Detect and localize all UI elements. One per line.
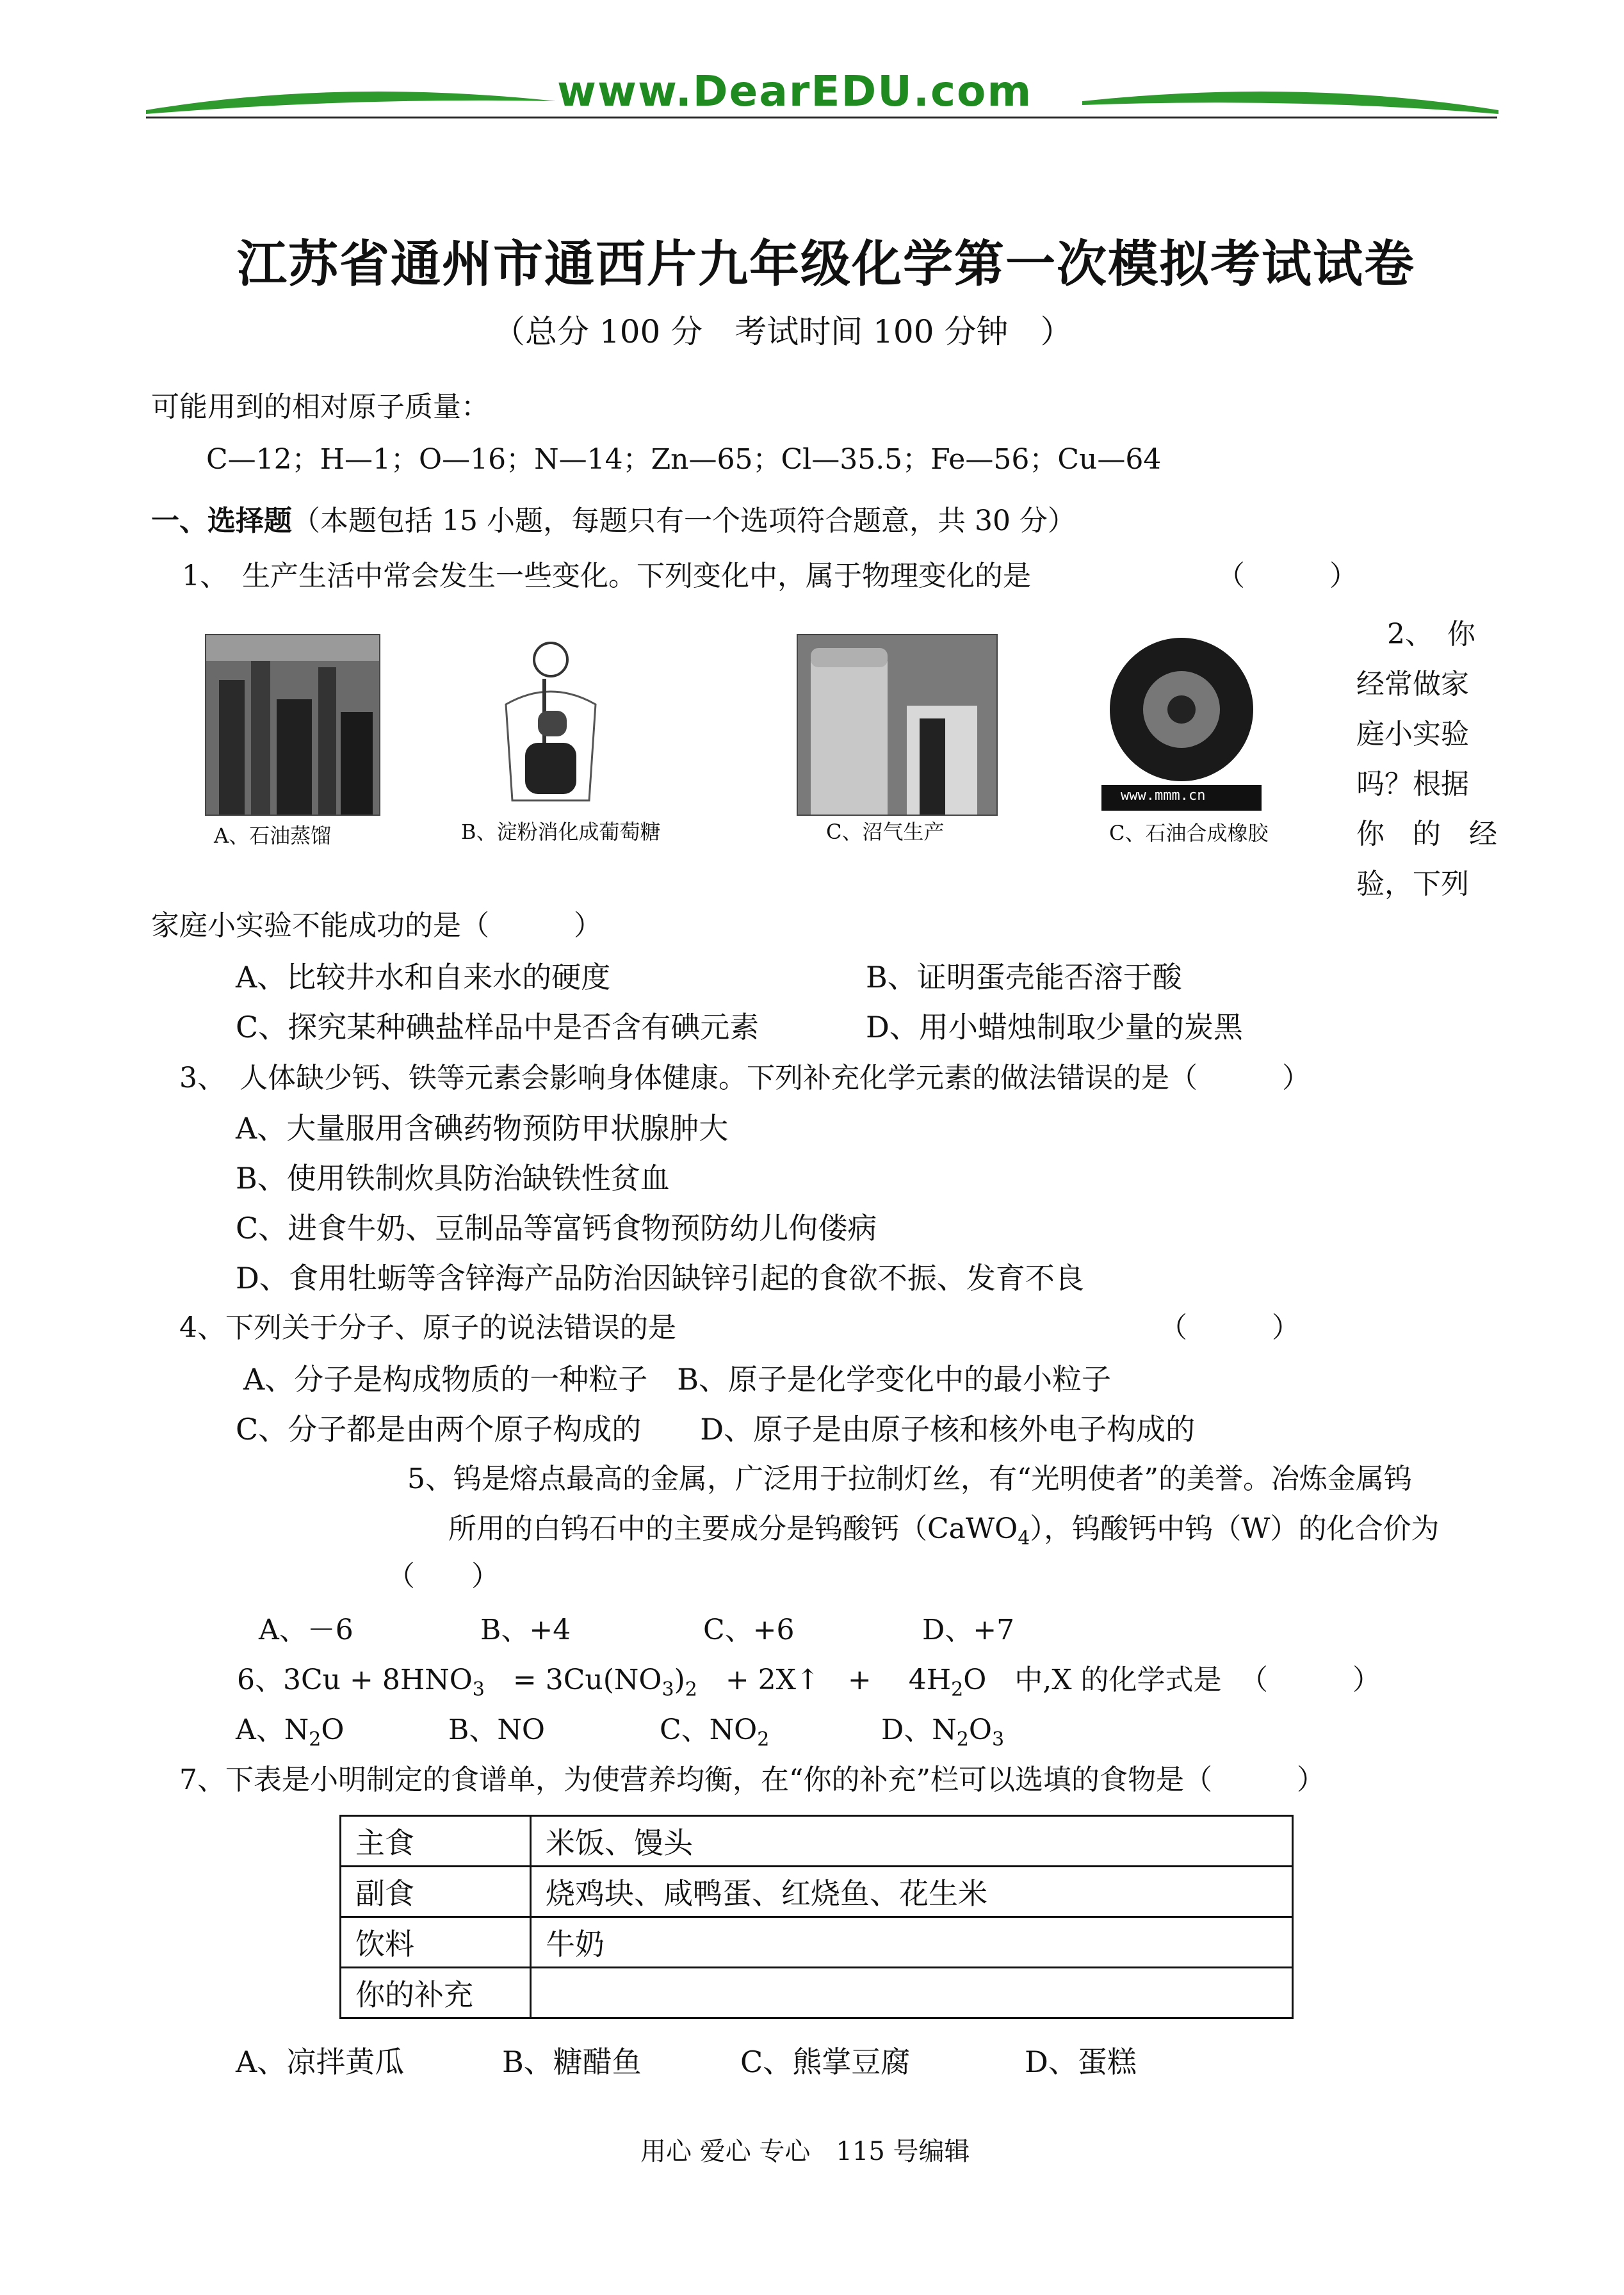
q2-option-d: D、用小蜡烛制取少量的炭黑: [866, 1010, 1243, 1044]
q1-caption-a: A、石油蒸馏: [214, 823, 332, 848]
q6-a-text: A、N: [236, 1714, 309, 1746]
q1-caption-c: C、沼气生产: [826, 820, 945, 844]
section-heading: [151, 503, 1076, 539]
header-rule: [146, 117, 1497, 118]
q6-stem-d: + 2X↑ + 4H: [697, 1664, 952, 1696]
q6-stem-e: O 中,X 的化学式是: [963, 1664, 1222, 1696]
table-cell: 主食: [341, 1816, 531, 1867]
q3-option-b: B、使用铁制炊具防治缺铁性贫血: [236, 1161, 670, 1196]
q2-side-text: [1356, 610, 1497, 909]
q4-options-cd: C、分子都是由两个原子构成的 D、原子是由原子核和核外电子构成的: [236, 1412, 1196, 1447]
section-note: （本题包括 15 小题，每题只有一个选项符合题意，共 30 分）: [292, 505, 1076, 537]
q6-stem-c: ): [674, 1664, 685, 1696]
table-row: [341, 1867, 1293, 1917]
q1-image-oil-distillation: [205, 634, 380, 816]
q3-option-d: D、食用牡蛎等含锌海产品防治因缺锌引起的食欲不振、发育不良: [236, 1261, 1084, 1295]
table-cell: 副食: [341, 1867, 531, 1917]
q6-c-text: C、NO: [660, 1714, 758, 1746]
atomic-mass-label: 可能用到的相对原子质量：: [151, 391, 489, 423]
header-swoosh-left: [146, 72, 556, 123]
q6-stem-c-sub: 2: [685, 1678, 697, 1701]
q2-side-line-6: 验，下列: [1356, 868, 1469, 900]
table-cell: 饮料: [341, 1917, 531, 1968]
q4-stem: 4、下列关于分子、原子的说法错误的是: [179, 1311, 676, 1344]
q2-option-a: A、比较井水和自来水的硬度: [236, 960, 611, 994]
q6-stem-b: = 3Cu(NO: [484, 1664, 662, 1696]
q6-d-text-mid: O: [968, 1714, 992, 1746]
q1-image-digestion: [461, 634, 640, 807]
q3-stem: 3、 人体缺少钙、铁等元素会影响身体健康。下列补充化学元素的做法错误的是（ ）: [179, 1062, 1310, 1094]
site-logo: www.DearEDU.com: [557, 67, 1033, 116]
q7-stem: 7、下表是小明制定的食谱单，为使营养均衡，在“你的补充”栏可以选填的食物是（ ）: [179, 1764, 1325, 1796]
q2-side-line-1: 2、 你: [1387, 618, 1475, 651]
q5-line-2-b: ），钨酸钙中钨（W）的化合价为: [1030, 1512, 1440, 1545]
q6-d-text: D、N: [881, 1714, 957, 1746]
q5-option-a: A、－6: [259, 1614, 353, 1646]
q5-line-2: [448, 1511, 1440, 1550]
q2-side-line-4: 吗？根据: [1356, 768, 1469, 800]
q2-side-line-2: 经常做家: [1356, 668, 1469, 701]
q5-option-c: C、+6: [703, 1614, 795, 1646]
q6-stem-d-sub: 2: [951, 1678, 964, 1701]
q6-stem: [237, 1662, 1222, 1701]
q6-a-text-end: O: [321, 1714, 345, 1746]
table-cell: [531, 1968, 1293, 2018]
q6-stem-b-sub: 3: [662, 1678, 674, 1701]
q2-side-line-3: 庭小实验: [1356, 718, 1469, 750]
table-row: [341, 1917, 1293, 1968]
q7-option-d: D、蛋糕: [1025, 2045, 1137, 2079]
q6-bracket: （ ）: [1240, 1664, 1381, 1696]
q7-option-b: B、糖醋鱼: [502, 2045, 642, 2079]
q3-option-c: C、进食牛奶、豆制品等富钙食物预防幼儿佝偻病: [236, 1211, 877, 1245]
page-subtitle: （总分 100 分 考试时间 100 分钟 ）: [493, 313, 1073, 350]
page-footer: 用心 爱心 专心 115 号编辑: [640, 2137, 970, 2166]
q6-c-sub: 2: [757, 1728, 770, 1751]
q2-stem: 家庭小实验不能成功的是（ ）: [151, 909, 602, 942]
q6-d-sub-2: 3: [991, 1728, 1005, 1751]
q1-bracket: （ ）: [1217, 560, 1358, 592]
q4-options-ab: A、分子是构成物质的一种粒子 B、原子是化学变化中的最小粒子: [243, 1362, 1112, 1397]
q6-d-sub-1: 2: [956, 1728, 969, 1751]
q7-menu-table: [339, 1815, 1294, 2019]
page-title: 江苏省通州市通西片九年级化学第一次模拟考试试卷: [237, 235, 1416, 293]
q2-option-b: B、证明蛋壳能否溶于酸: [866, 960, 1182, 994]
section-title: 一、选择题: [151, 505, 292, 537]
q4-bracket: （ ）: [1159, 1311, 1300, 1344]
q5-option-b: B、+4: [480, 1614, 571, 1646]
q6-option-d: [881, 1712, 1005, 1751]
q5-bracket: （ ）: [387, 1560, 499, 1593]
q6-stem-a-sub: 3: [472, 1678, 485, 1701]
q6-option-b: B、NO: [448, 1714, 545, 1746]
q1-stem: 1、 生产生活中常会发生一些变化。下列变化中，属于物理变化的是: [182, 560, 1031, 592]
q5-line-2-a: 所用的白钨石中的主要成分是钨酸钙（CaWO: [448, 1512, 1018, 1545]
header-swoosh-right: [1082, 72, 1498, 123]
q6-option-c: [660, 1712, 770, 1751]
q5-line-2-sub: 4: [1018, 1527, 1030, 1550]
q1-image-biogas: [797, 634, 998, 816]
q3-option-a: A、大量服用含碘药物预防甲状腺肿大: [236, 1111, 729, 1146]
q1-caption-b: B、淀粉消化成葡萄糖: [461, 820, 661, 844]
q6-stem-a: 6、3Cu + 8HNO: [237, 1664, 473, 1696]
table-row: [341, 1968, 1293, 2018]
q5-line-1: 5、钨是熔点最高的金属，广泛用于拉制灯丝，有“光明使者”的美誉。冶炼金属钨: [407, 1463, 1412, 1495]
q5-option-d: D、+7: [922, 1614, 1015, 1646]
q6-option-a: [236, 1712, 345, 1751]
q1-image-tire: [1101, 634, 1262, 811]
q7-option-c: C、熊掌豆腐: [740, 2045, 911, 2079]
q1-caption-d: C、石油合成橡胶: [1109, 821, 1269, 845]
table-cell: 烧鸡块、咸鸭蛋、红烧鱼、花生米: [531, 1867, 1293, 1917]
q2-side-line-5: 你 的 经: [1356, 818, 1497, 850]
atomic-mass-values: C—12；H—1；O—16；N—14；Zn—65；Cl—35.5；Fe—56；Cu—64: [206, 443, 1162, 476]
table-row: [341, 1816, 1293, 1867]
q7-option-a: A、凉拌黄瓜: [236, 2045, 405, 2079]
q1-image-watermark: www.mmm.cn: [1121, 788, 1206, 804]
q6-a-sub: 2: [309, 1728, 321, 1751]
table-cell: 牛奶: [531, 1917, 1293, 1968]
table-cell: 米饭、馒头: [531, 1816, 1293, 1867]
table-cell: 你的补充: [341, 1968, 531, 2018]
q2-option-c: C、探究某种碘盐样品中是否含有碘元素: [236, 1010, 759, 1044]
